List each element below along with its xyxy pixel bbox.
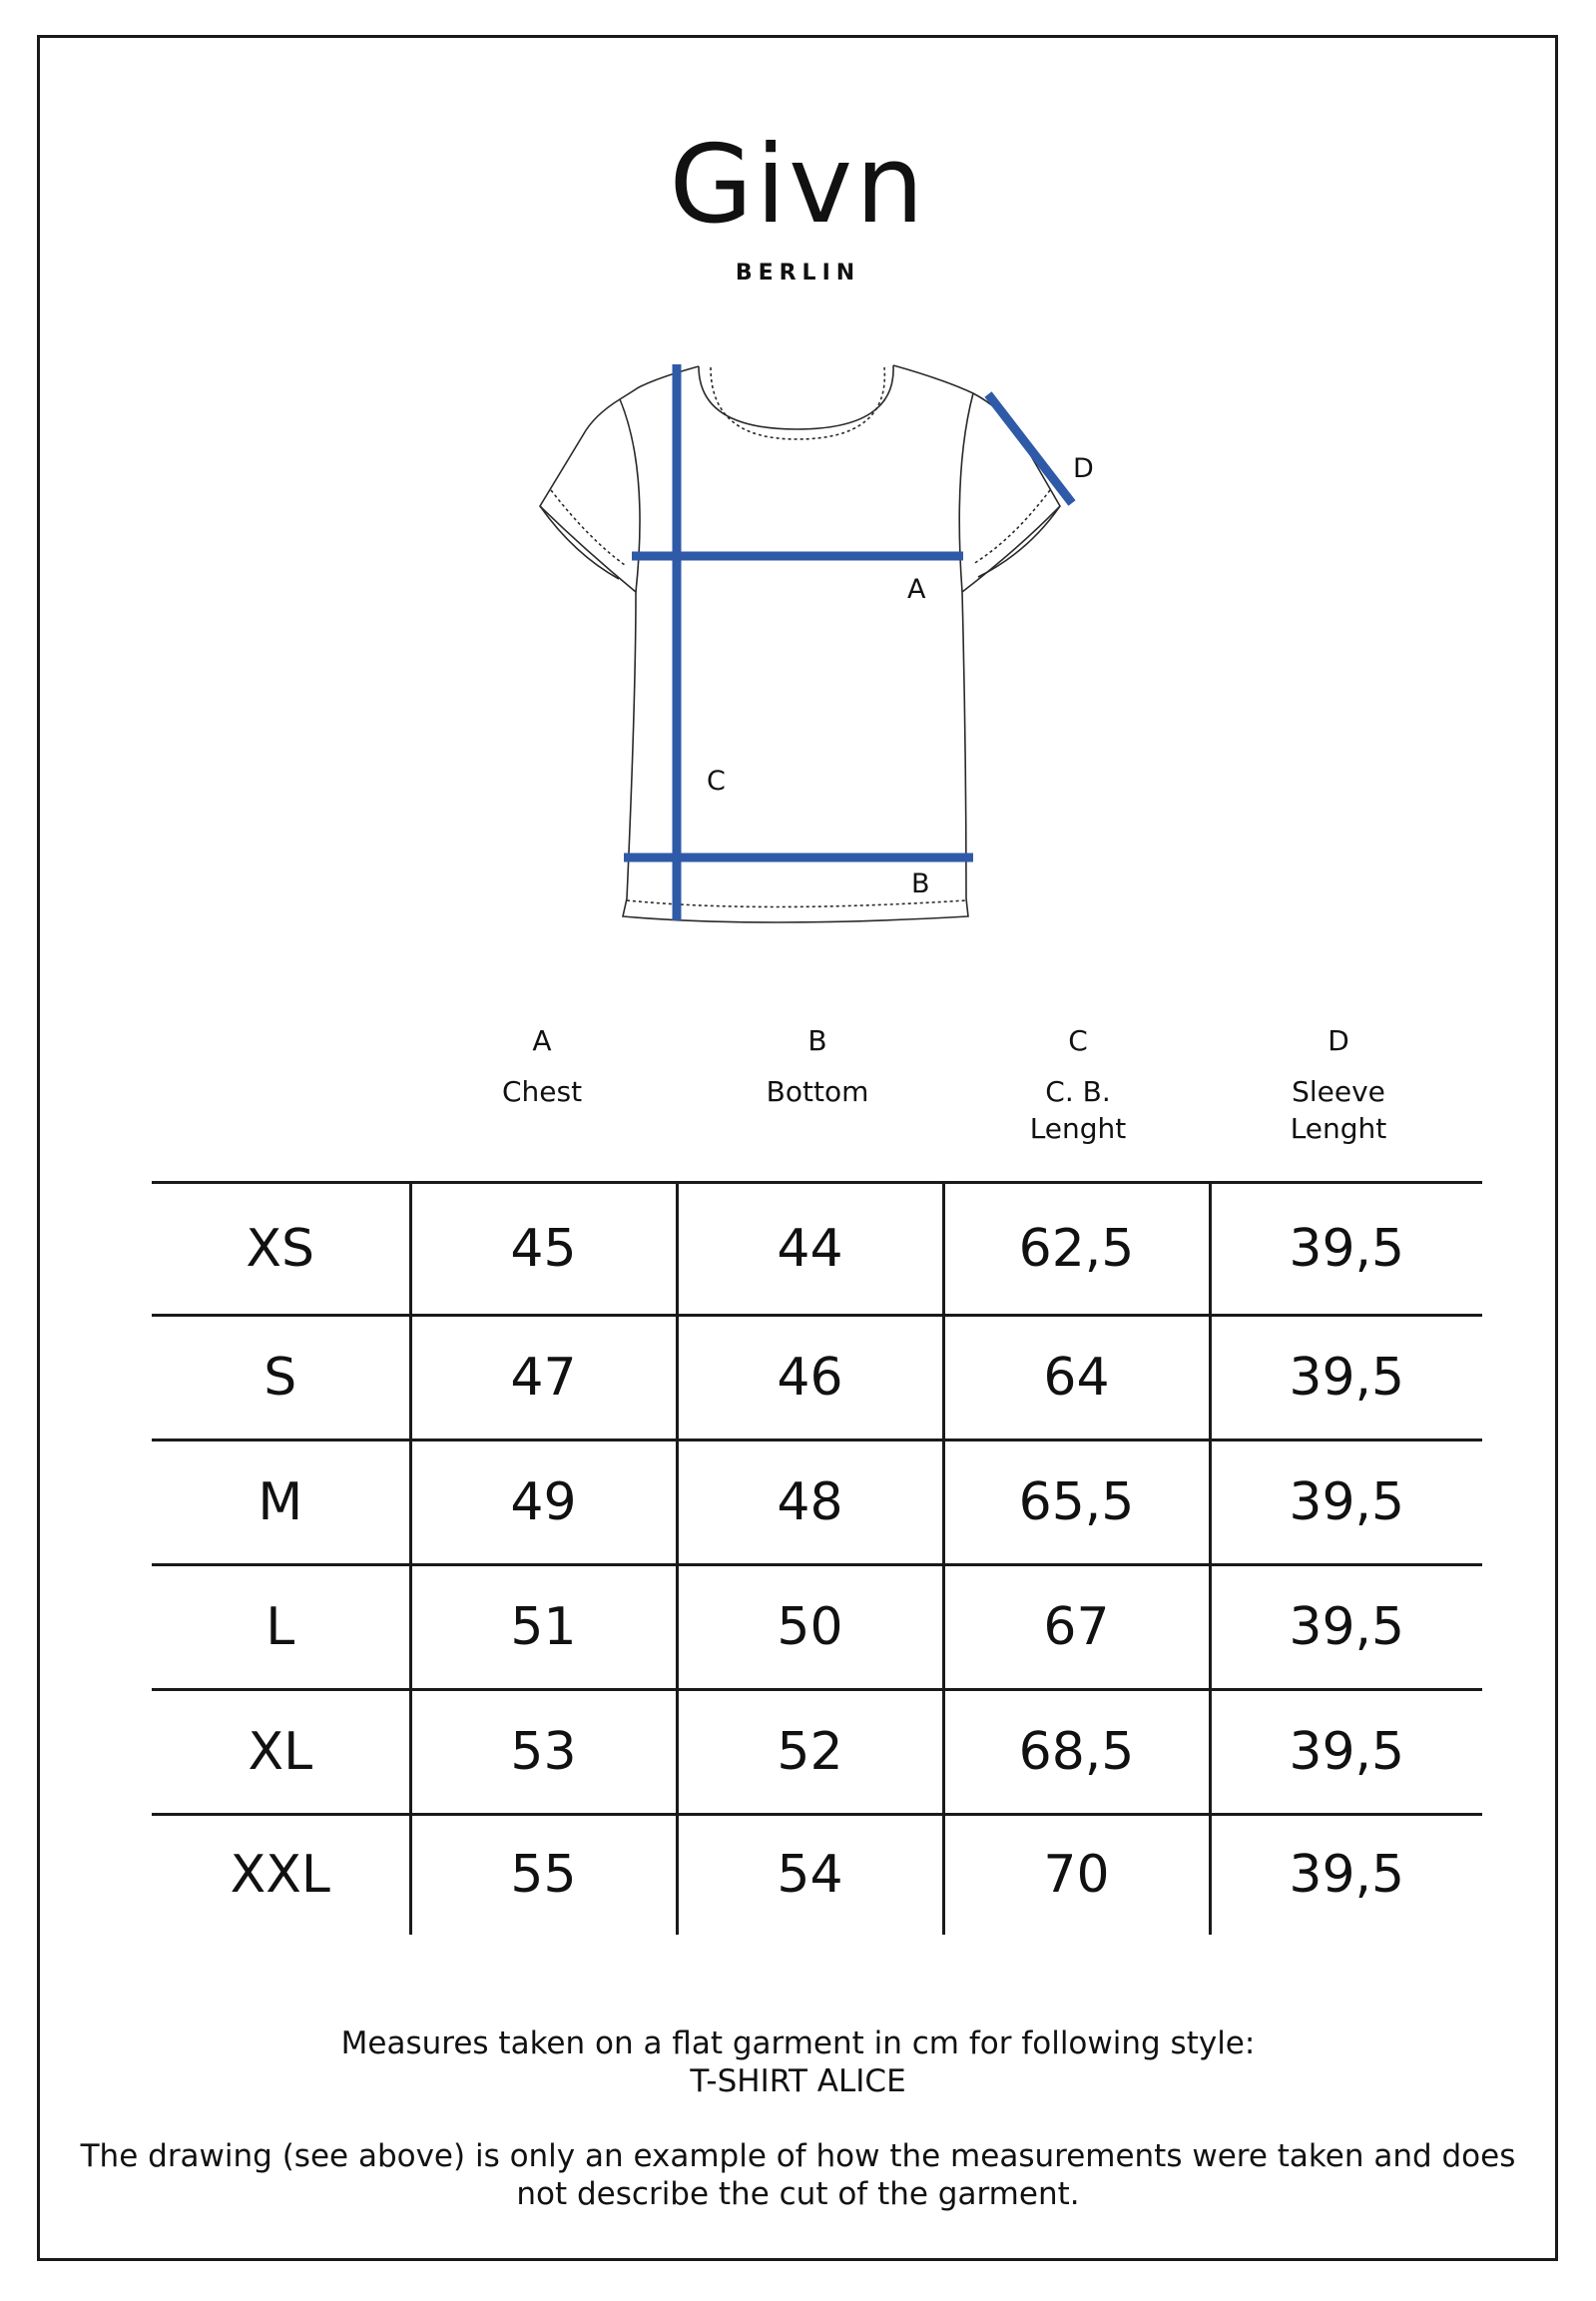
value-cell: 54 bbox=[677, 1815, 943, 1935]
column-letter: C bbox=[1068, 1024, 1088, 1057]
value-cell: 46 bbox=[677, 1316, 943, 1440]
table-row bbox=[152, 1565, 1482, 1690]
value-cell: 45 bbox=[410, 1183, 677, 1316]
value-cell: 39,5 bbox=[1210, 1440, 1482, 1565]
size-cell: L bbox=[152, 1565, 410, 1690]
size-cell: M bbox=[152, 1440, 410, 1565]
value-cell: 68,5 bbox=[943, 1690, 1210, 1815]
table-row bbox=[152, 1183, 1482, 1316]
column-header-sleeve-length bbox=[1219, 1022, 1458, 1147]
style-name: T-SHIRT ALICE bbox=[690, 2063, 906, 2099]
value-cell: 64 bbox=[943, 1316, 1210, 1440]
diagram-label-c: C bbox=[707, 766, 726, 797]
value-cell: 39,5 bbox=[1210, 1690, 1482, 1815]
size-cell: XL bbox=[152, 1690, 410, 1815]
table-row bbox=[152, 1316, 1482, 1440]
value-cell: 39,5 bbox=[1210, 1815, 1482, 1935]
size-table bbox=[152, 1181, 1482, 1935]
column-letter: A bbox=[532, 1024, 552, 1057]
measurement-note bbox=[60, 2024, 1536, 2100]
value-cell: 50 bbox=[677, 1565, 943, 1690]
disclaimer-line: The drawing (see above) is only an example of how the measurements were taken and does bbox=[80, 2138, 1516, 2174]
diagram-label-a: A bbox=[907, 574, 926, 605]
size-cell: S bbox=[152, 1316, 410, 1440]
brand-logo: Givn bbox=[669, 123, 927, 248]
value-cell: 39,5 bbox=[1210, 1183, 1482, 1316]
value-cell: 65,5 bbox=[943, 1440, 1210, 1565]
value-cell: 55 bbox=[410, 1815, 677, 1935]
brand-location: BERLIN bbox=[735, 261, 861, 286]
measurement-note-line: Measures taken on a flat garment in cm for following style: bbox=[340, 2025, 1256, 2061]
diagram-label-b: B bbox=[911, 868, 930, 899]
value-cell: 53 bbox=[410, 1690, 677, 1815]
table-row bbox=[152, 1690, 1482, 1815]
value-cell: 47 bbox=[410, 1316, 677, 1440]
value-cell: 44 bbox=[677, 1183, 943, 1316]
value-cell: 70 bbox=[943, 1815, 1210, 1935]
column-letter: D bbox=[1328, 1024, 1349, 1057]
disclaimer-line: not describe the cut of the garment. bbox=[516, 2176, 1080, 2212]
diagram-label-d: D bbox=[1073, 453, 1094, 484]
table-row bbox=[152, 1815, 1482, 1935]
table-row bbox=[152, 1440, 1482, 1565]
column-header-cb-length bbox=[958, 1022, 1198, 1147]
disclaimer-note bbox=[60, 2137, 1536, 2213]
value-cell: 51 bbox=[410, 1565, 677, 1690]
size-cell: XXL bbox=[152, 1815, 410, 1935]
column-header-bottom bbox=[698, 1022, 937, 1110]
value-cell: 52 bbox=[677, 1690, 943, 1815]
column-letter: B bbox=[807, 1024, 827, 1057]
value-cell: 49 bbox=[410, 1440, 677, 1565]
column-name: Bottom bbox=[766, 1075, 869, 1108]
column-header-chest bbox=[422, 1022, 662, 1110]
value-cell: 48 bbox=[677, 1440, 943, 1565]
value-cell: 39,5 bbox=[1210, 1316, 1482, 1440]
size-cell: XS bbox=[152, 1183, 410, 1316]
value-cell: 67 bbox=[943, 1565, 1210, 1690]
value-cell: 62,5 bbox=[943, 1183, 1210, 1316]
column-name: Sleeve Lenght bbox=[1290, 1075, 1387, 1145]
value-cell: 39,5 bbox=[1210, 1565, 1482, 1690]
column-name: Chest bbox=[501, 1075, 583, 1108]
column-name: C. B. Lenght bbox=[1029, 1075, 1127, 1145]
